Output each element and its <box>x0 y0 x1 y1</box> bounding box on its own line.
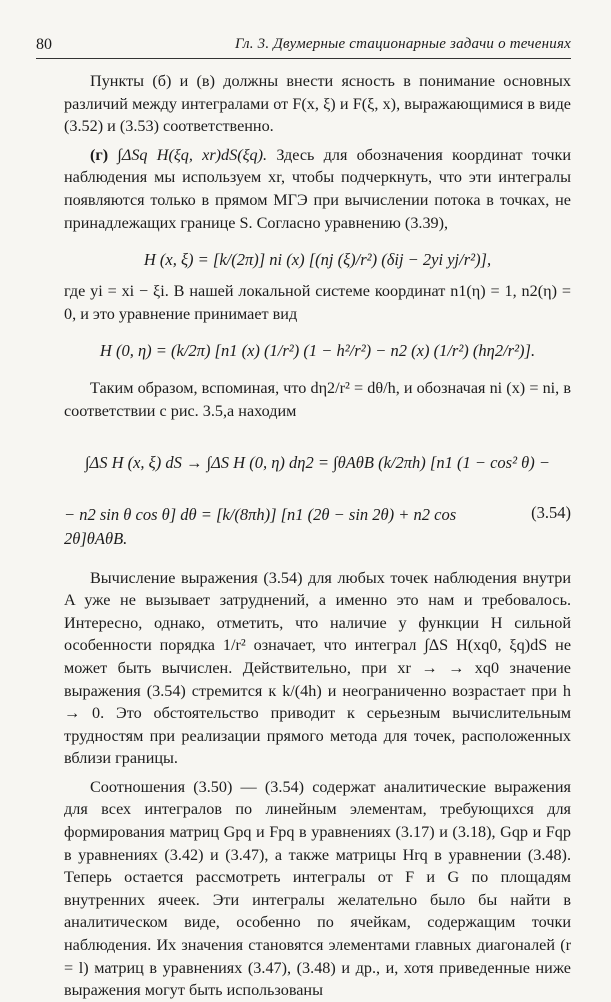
equation-3: ∫ΔS H (x, ξ) dS → ∫ΔS H (0, η) dη2 = ∫θAθB (k/2πh) [n1 (1 − cos² θ) − <box>84 452 550 472</box>
paragraph-6: Соотношения (3.50) — (3.54) содержат аналитические выражения для всех интегралов по линейным элементам, требующихся для формирования матриц Gpq и Fpq в уравнениях (3.17) и (3.18), Gqp и Fqp в уравнениях (3.42) и (3.47), а также матрицы Hrq в уравнении (3.48). Теперь остается рассмотреть интегралы от F и G по площадям внутренних ячеек. Эти интегралы желательно было бы найти в аналитическом виде, особенно по ячейкам, содержащим точки наблюдения. Их значения становятся элементами главных диагоналей (r = l) матриц в уравнениях (3.47), (3.48) и др., и, хотя приведенные ниже выражения могут быть использованы <box>64 777 571 1000</box>
item-g-text: Здесь для обозначения координат точки наблюдения мы используем xr, чтобы подчеркнуть, что эти интегралы появляются только в прямом МГЭ при вычислении потока в точках, не принадлежащих границе S. Согласно уравнению (3.39), <box>64 145 571 232</box>
paragraph-4: Таким образом, вспоминая, что dη2/r² = dθ/h, и обозначая ni (x) = ni, в соответствии с рис. 3.5,а находим <box>64 379 571 420</box>
running-head: Гл. 3. Двумерные стационарные задачи о течениях <box>235 36 571 52</box>
paragraph-1: Пункты (б) и (в) должны внести ясность в понимание основных различий между интегралами от F(x, ξ) и F(ξ, x), выражающимися в виде (3.52) и (3.53) соответственно. <box>64 72 571 136</box>
equation-4-number: (3.54) <box>531 502 571 522</box>
equation-4: − n2 sin θ cos θ] dθ = [k/(8πh)] [n1 (2θ − sin 2θ) + n2 cos 2θ]θAθB. <box>64 504 457 548</box>
item-g-label: (г) <box>90 145 109 164</box>
paragraph-5: Вычисление выражения (3.54) для любых точек наблюдения внутри A уже не вызывает затруднений, а именно это нам и требовалось. Интересно, однако, отметить, что наличие у функции H сильной особенности порядка 1/r² означает, что интеграл ∫ΔS H(xq0, ξq)dS не может быть вычислен. Действительно, при xr → → xq0 значение выражения (3.54) стремится к k/(4h) и неограниченно возрастает при h → 0. Это обстоятельство приводит к серьезным вычислительным трудностям при реализации прямого метода для точек, расположенных вблизи границы. <box>64 568 571 768</box>
page-header <box>36 36 571 56</box>
paragraph-3: где yi = xi − ξi. В нашей локальной системе координат n1(η) = 1, n2(η) = 0, и это уравнение принимает вид <box>64 282 571 323</box>
header-rule <box>36 58 571 59</box>
equation-2: H (0, η) = (k/2π) [n1 (x) (1/r²) (1 − h²/r²) − n2 (x) (1/r²) (hη2/r²)]. <box>99 341 536 361</box>
page-body <box>64 70 571 1002</box>
paragraph-2 <box>64 144 571 234</box>
page-number: 80 <box>36 36 52 53</box>
equation-1: H (x, ξ) = [k/(2π)] ni (x) [(nj (ξ)/r²) (δij − 2yi yj/r²)], <box>143 250 492 270</box>
item-g-integral: ∫ΔSq H(ξq, xr)dS(ξq). <box>117 145 268 164</box>
equation-4-block <box>64 503 571 551</box>
